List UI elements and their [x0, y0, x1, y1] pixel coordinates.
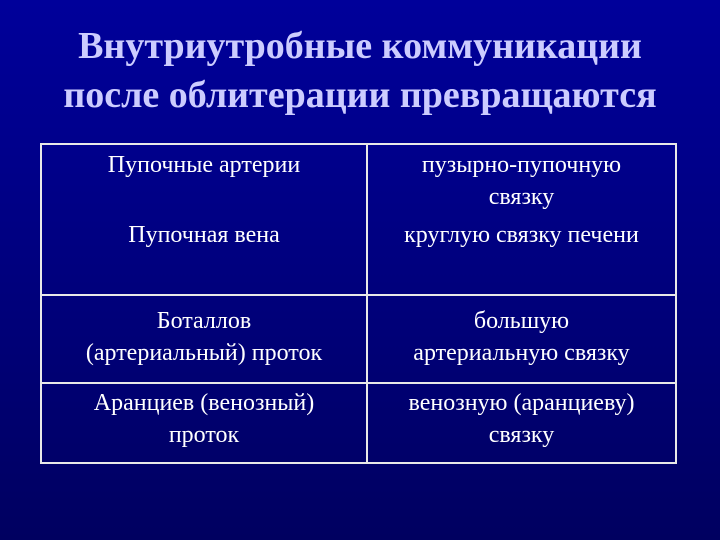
ligament-label: венозную (аранциеву): [408, 390, 635, 416]
vessel-label: Боталлов: [156, 308, 252, 334]
vessel-cell: [41, 220, 367, 295]
vessel-label: Аранциев (венозный): [93, 390, 315, 416]
ligament-label: большую: [473, 308, 570, 334]
ligament-cell: [367, 295, 676, 383]
ligament-label: пузырно-пупочную: [421, 152, 622, 178]
table-row: [41, 383, 676, 463]
vessel-cell: [41, 144, 367, 220]
ligament-cell: [367, 144, 676, 220]
slide-title-line-2: после облитерации превращаются: [63, 73, 657, 116]
vessel-label: Пупочные артерии: [107, 152, 301, 178]
ligament-cell: [367, 383, 676, 463]
table-row: [41, 220, 676, 295]
vessel-cell: [41, 295, 367, 383]
vessel-label: проток: [168, 421, 240, 448]
ligament-label: связку: [488, 183, 555, 210]
slide-title: [0, 22, 720, 119]
table-row: [41, 295, 676, 383]
ligament-cell: [367, 220, 676, 295]
ligament-label: связку: [488, 421, 555, 448]
vessel-label: (артериальный) проток: [85, 339, 323, 366]
ligament-label: круглую связку печени: [404, 222, 639, 248]
transformations-table: [40, 143, 677, 464]
vessel-label: Пупочная вена: [128, 222, 280, 248]
table-row: [41, 144, 676, 220]
vessel-cell: [41, 383, 367, 463]
slide-title-line-1: Внутриутробные коммуникации: [78, 25, 642, 67]
ligament-label: артериальную связку: [413, 339, 630, 366]
